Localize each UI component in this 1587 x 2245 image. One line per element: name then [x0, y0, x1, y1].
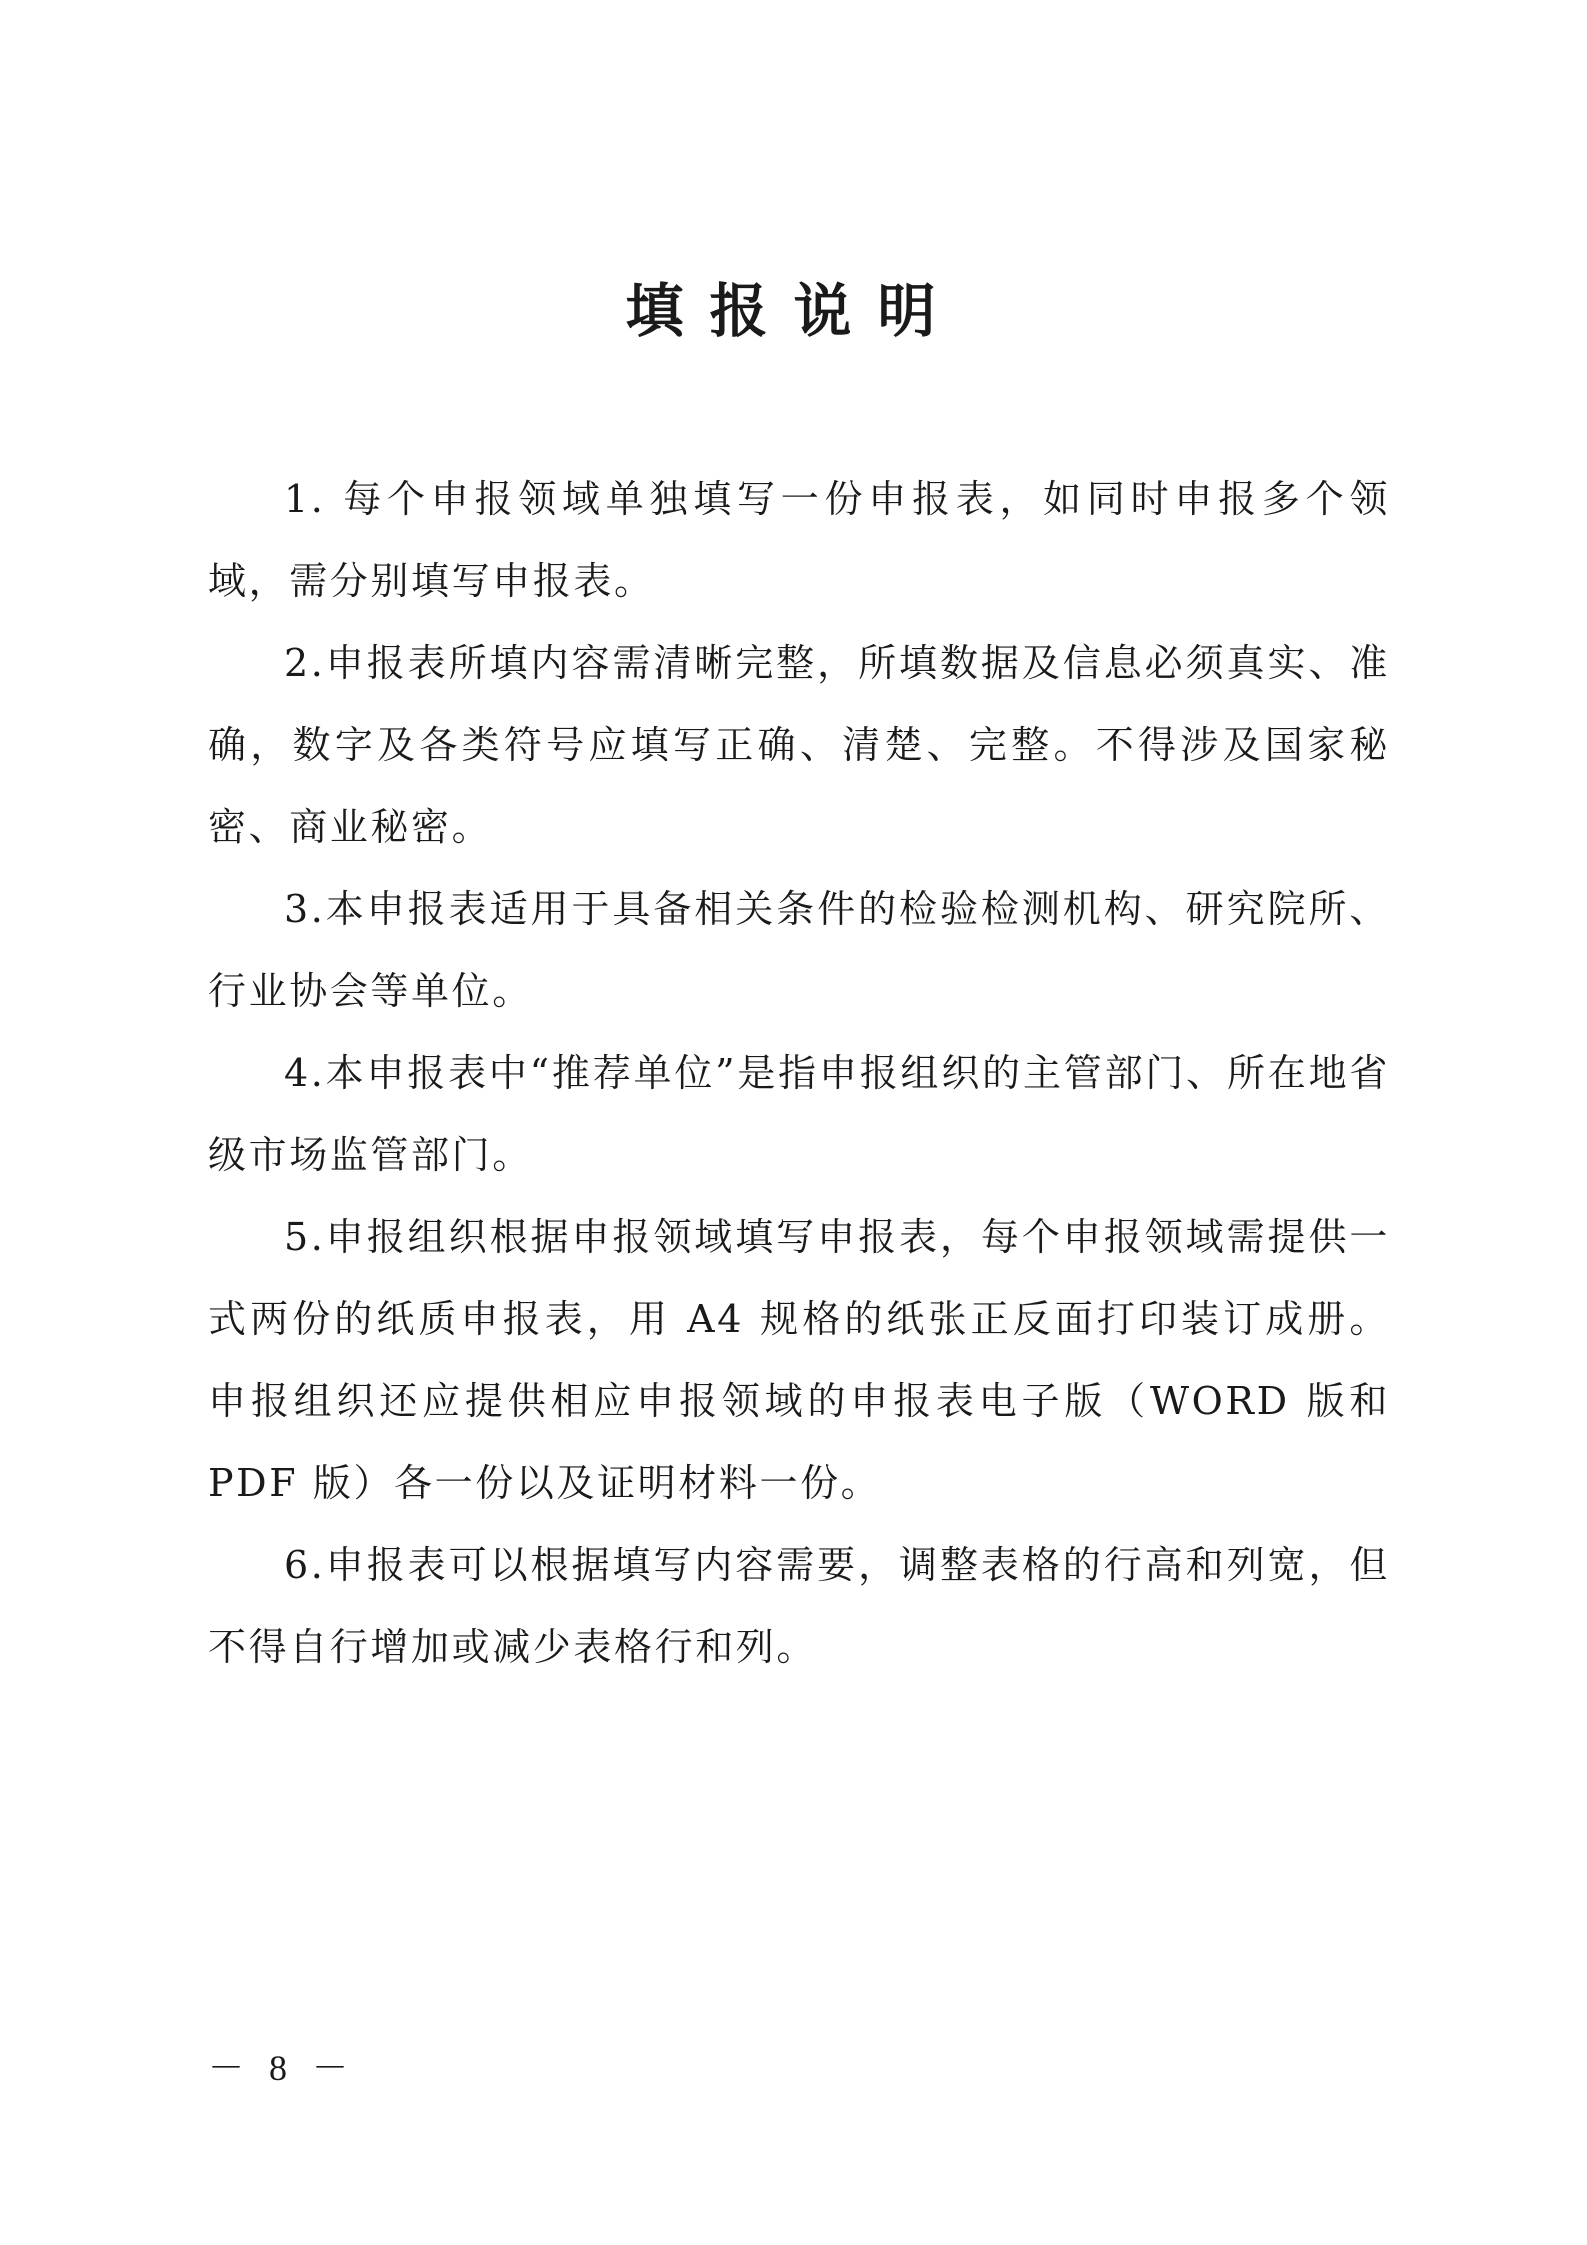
instruction-paragraph-3: 3.本申报表适用于具备相关条件的检验检测机构、研究院所、行业协会等单位。 — [208, 887, 1390, 1013]
instruction-paragraph-6: 6.申报表可以根据填写内容需要，调整表格的行高和列宽，但不得自行增加或减少表格行和列。 — [208, 1543, 1390, 1669]
page-number: － 8 － — [208, 2048, 357, 2088]
instruction-paragraph-2: 2.申报表所填内容需清晰完整，所填数据及信息必须真实、准确，数字及各类符号应填写正确、清楚、完整。不得涉及国家秘密、商业秘密。 — [208, 641, 1390, 849]
instructions-body — [208, 458, 1390, 1688]
instruction-paragraph-4: 4.本申报表中“推荐单位”是指申报组织的主管部门、所在地省级市场监管部门。 — [208, 1051, 1390, 1177]
instruction-paragraph-1: 1. 每个申报领域单独填写一份申报表，如同时申报多个领域，需分别填写申报表。 — [208, 477, 1390, 603]
instruction-paragraph-5: 5.申报组织根据申报领域填写申报表，每个申报领域需提供一式两份的纸质申报表，用 A4 规格的纸张正反面打印装订成册。申报组织还应提供相应申报领域的申报表电子版（WORD 版和 PDF 版）各一份以及证明材料一份。 — [208, 1215, 1390, 1505]
page-title: 填报说明 — [625, 277, 962, 345]
